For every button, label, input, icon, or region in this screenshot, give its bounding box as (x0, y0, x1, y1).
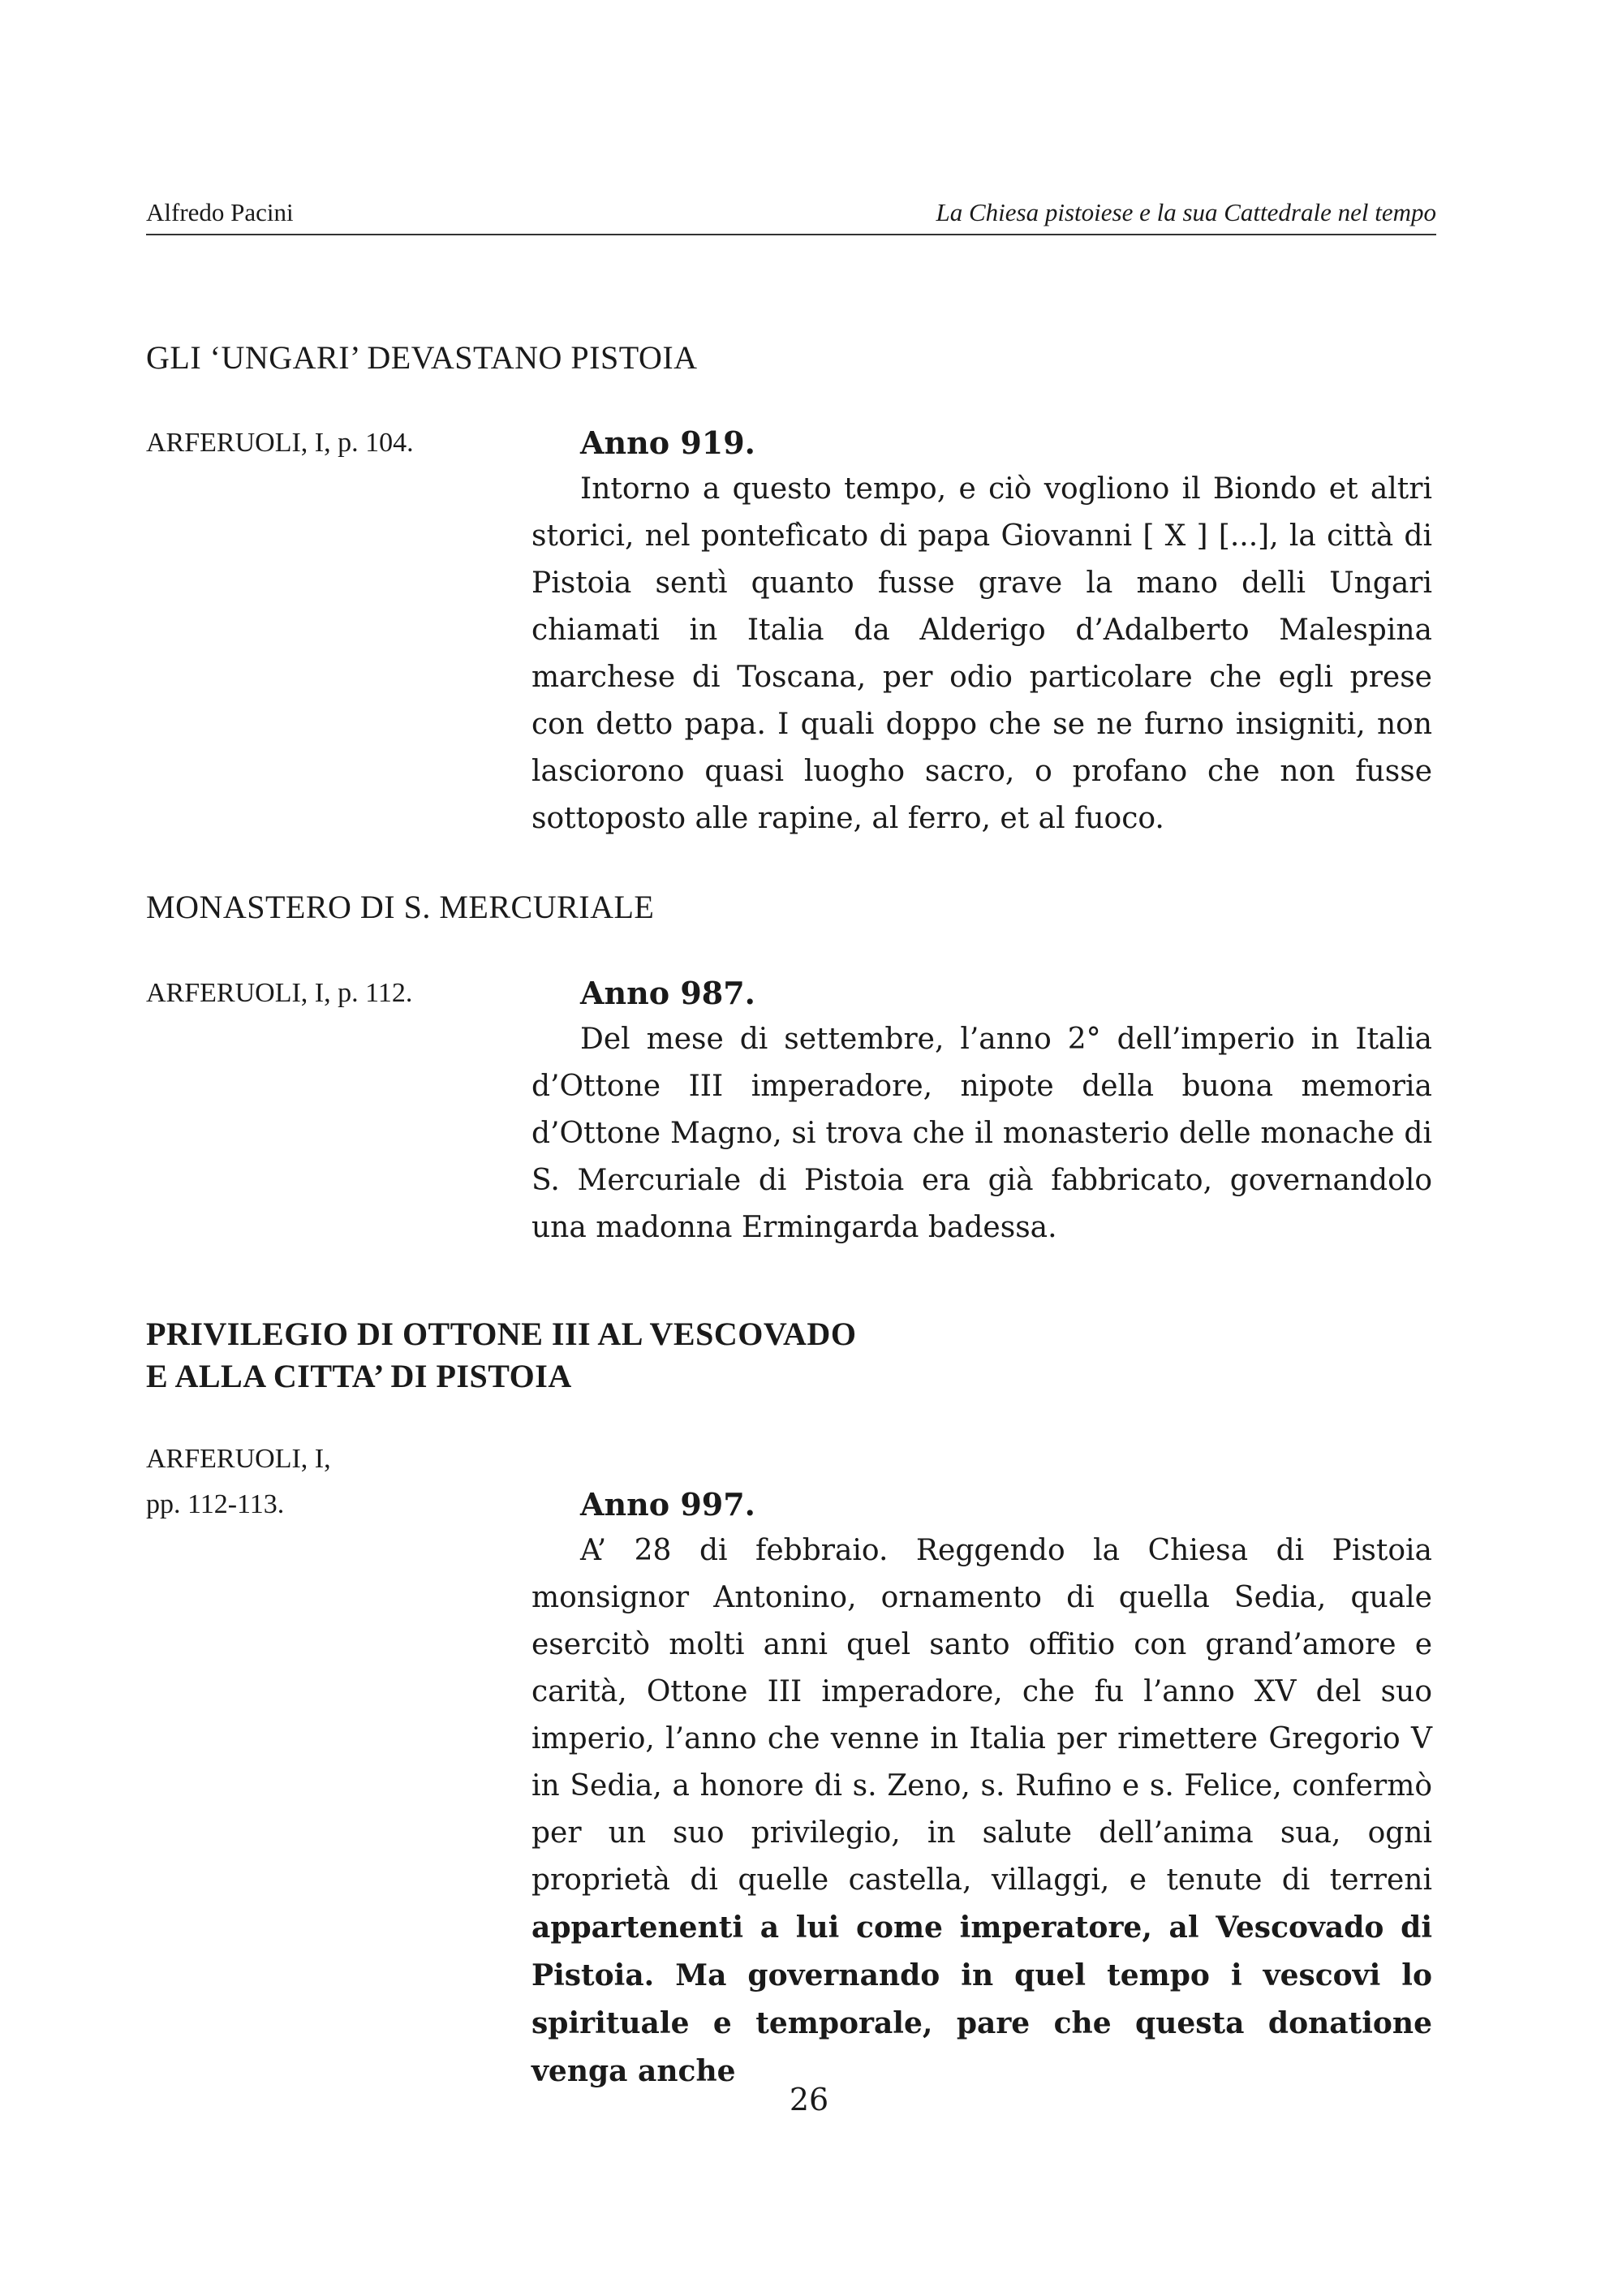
section-title-mercuriale: MONASTERO DI S. MERCURIALE (146, 889, 655, 925)
section-title-ungari: GLI ‘UNGARI’ DEVASTANO PISTOIA (146, 339, 698, 376)
section-title-privilegio (146, 1313, 856, 1398)
section-title-line: E ALLA CITTA’ DI PISTOIA (146, 1358, 572, 1394)
section-reference: ARFERUOLI, I, p. 104. (146, 428, 414, 458)
header-author: Alfredo Pacini (146, 198, 294, 226)
entry-text: Del mese di settembre, l’anno 2° dell’imperio in Italia d’Ottone III imperadore, nipote della buona memoria d’Ottone Magno, si trova che il monasterio delle monache di S. Mercuriale di Pistoia era già fabbricato, governandolo una madonna Ermingarda badessa. (531, 1023, 1432, 1244)
page-header (146, 195, 1436, 235)
entry-text: Intorno a questo tempo, e ciò vogliono il Biondo et altri storici, nel pontefìcato di papa Giovanni [ X ] [...], la città di Pistoia sentì quanto fusse grave la mano delli Ungari chiamati in Italia da Alderigo d’Adalberto Malespina marchese di Toscana, per odio particolare che egli prese con detto papa. I quali doppo che se ne furno insigniti, non lasciorono quasi luogho sacro, o profano che non fusse sottoposto alle rapine, al ferro, et al fuoco. (531, 472, 1432, 835)
page-number: 26 (789, 2082, 829, 2117)
reference-line: ARFERUOLI, I, (146, 1444, 331, 1474)
entry-text-bold: appartenenti a lui come imperatore, al Vescovado di Pistoia. Ma governando in quel tempo i vescovi lo spirituale e temporale, pare che questa donatione venga anche (531, 1910, 1432, 2088)
entry-text (531, 1527, 1432, 2096)
section-entry (531, 971, 1432, 1251)
entry-text-plain: A’ 28 di febbraio. Reggendo la Chiesa di Pistoia monsignor Antonino, ornamento di quella Sedia, quale esercitò molti anni quel santo offitio con grand’amore e carità, Ottone III imperadore, che fu l’anno XV del suo imperio, l’anno che venne in Italia per rimettere Gregorio V in Sedia, a honore di s. Zeno, s. Rufino e s. Felice, confermò per un suo privilegio, in salute dell’anima sua, ogni proprietà di quelle castella, villaggi, e tenute di terreni (531, 1534, 1432, 1897)
section-entry (531, 420, 1432, 842)
section-reference: ARFERUOLI, I, p. 112. (146, 978, 413, 1008)
reference-line: pp. 112-113. (146, 1489, 285, 1519)
section-entry (531, 1482, 1432, 2096)
header-book-title: La Chiesa pistoiese e la sua Cattedrale nel tempo (936, 198, 1436, 226)
entry-year: Anno 919. (580, 424, 755, 461)
entry-year: Anno 987. (580, 975, 755, 1011)
entry-year: Anno 997. (580, 1486, 755, 1523)
section-reference (146, 1437, 331, 1527)
section-title-line: PRIVILEGIO DI OTTONE III AL VESCOVADO (146, 1316, 857, 1352)
